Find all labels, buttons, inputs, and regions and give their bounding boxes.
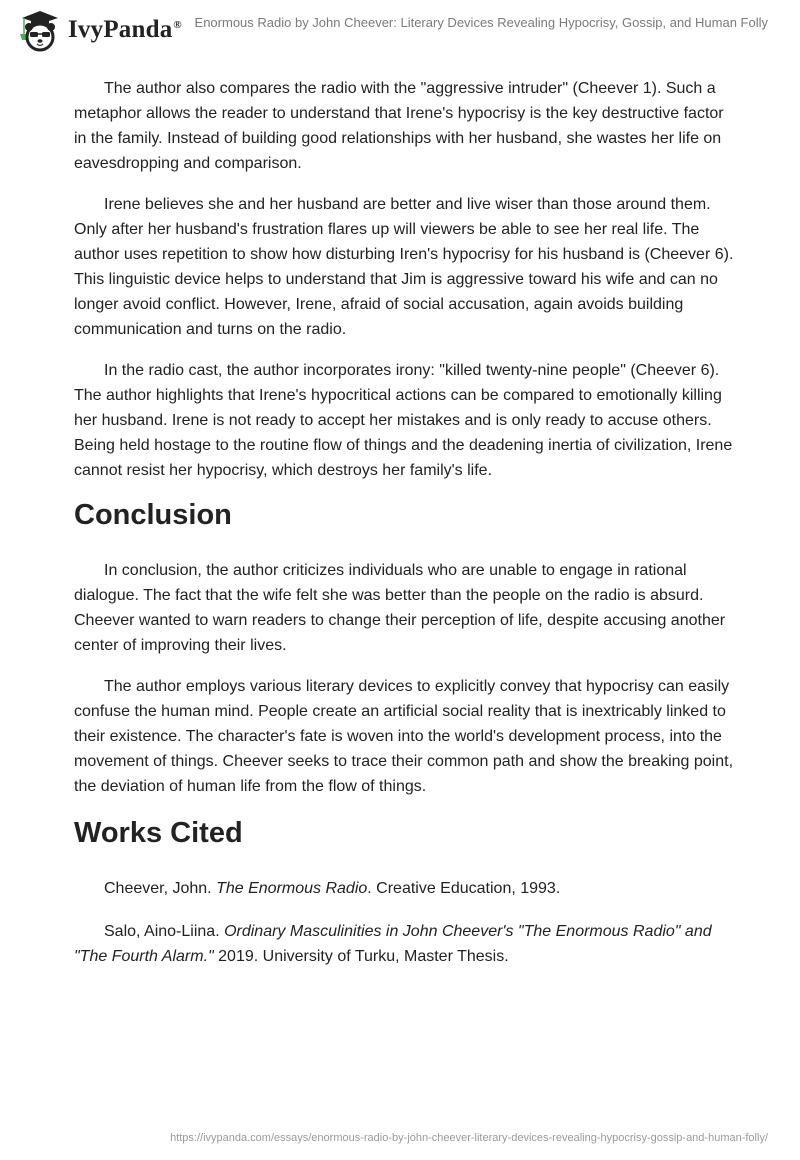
- citation: Salo, Aino-Liina. Ordinary Masculinities in John Cheever's "The Enormous Radio" and "The Fourth Alarm." 2019. University of Turku, Master Thesis.: [74, 923, 712, 965]
- works-cited-heading: Works Cited: [74, 817, 243, 849]
- paragraph: In the radio cast, the author incorporates irony: "killed twenty-nine people" (Cheever 6). The author highlights that Irene's hypocritical actions can be compared to emotionally killing her husband. Irene is not ready to accept her mistakes and is only ready to accuse others. Being held hostage to the routine flow of things and the deadening inertia of civilization, Irene cannot resist her hypocrisy, which destroys her family's life.: [74, 362, 733, 479]
- brand-name: IvyPanda®: [68, 16, 182, 43]
- panda-graduate-icon: [18, 8, 62, 52]
- paragraph: Irene believes she and her husband are better and live wiser than those around them. Only after her husband's frustration flares up will viewers be able to see her real life. The author uses repetition to show how disturbing Iren's hypocrisy for his husband is (Cheever 6). This linguistic device helps to understand that Jim is aggressive toward his wife and can no longer avoid conflict. However, Irene, afraid of social accusation, again avoids building communication and turns on the radio.: [74, 196, 734, 338]
- essay-content: [74, 76, 734, 987]
- document-title: Enormous Radio by John Cheever: Literary Devices Revealing Hypocrisy, Gossip, and Human Folly: [194, 15, 768, 30]
- citation-title: The Enormous Radio: [216, 880, 368, 897]
- paragraph: The author employs various literary devices to explicitly convey that hypocrisy can easily confuse the human mind. People create an artificial social reality that is inextricably linked to their existence. The character's fate is woven into the world's development process, into the movement of things. Cheever seeks to trace their common path and show the breaking point, the deviation of human life from the flow of things.: [74, 678, 734, 795]
- paragraph: In conclusion, the author criticizes individuals who are unable to engage in rational dialogue. The fact that the wife felt she was better than the people on the radio is absurd. Cheever wanted to warn readers to change their perception of life, despite accusing another center of improving their lives.: [74, 562, 726, 654]
- citation: Cheever, John. The Enormous Radio. Creative Education, 1993.: [104, 880, 561, 897]
- paragraph: The author also compares the radio with the "aggressive intruder" (Cheever 1). Such a metaphor allows the reader to understand that Irene's hypocrisy is the key destructive factor in the family. Instead of building good relationships with her husband, she wastes her life on eavesdropping and comparison.: [74, 80, 724, 172]
- conclusion-heading: Conclusion: [74, 499, 232, 531]
- footer-url[interactable]: https://ivypanda.com/essays/enormous-radio-by-john-cheever-literary-devices-revealing-hypocrisy-gossip-and-human-folly/: [170, 1132, 768, 1144]
- citation-title: Ordinary Masculinities in John Cheever's "The Enormous Radio" and "The Fourth Alarm.": [74, 923, 712, 965]
- ivypanda-logo[interactable]: [18, 8, 182, 52]
- page-header: [0, 0, 800, 60]
